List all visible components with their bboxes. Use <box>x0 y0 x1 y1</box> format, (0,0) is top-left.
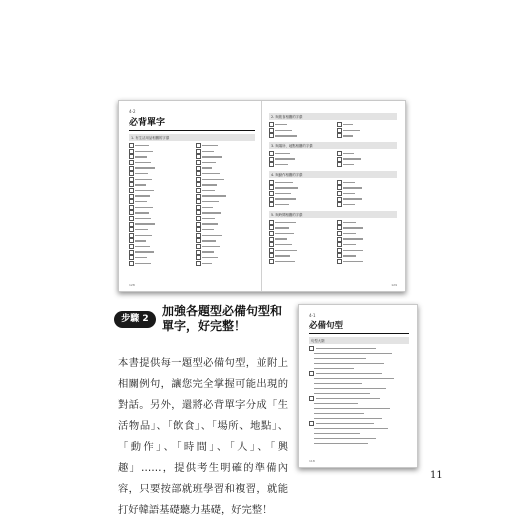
text-line <box>202 190 215 191</box>
checkbox-icon <box>196 255 201 260</box>
text-line <box>135 263 151 264</box>
section-heading: 句型大類 <box>309 337 409 344</box>
section-heading: 2. 與飲食相關的字彙 <box>269 113 397 120</box>
text-line <box>343 227 363 228</box>
text-line <box>275 130 292 131</box>
page-preview <box>298 304 418 468</box>
text-line <box>316 348 376 349</box>
checkbox-icon <box>269 220 274 225</box>
checkbox-icon <box>129 188 134 193</box>
page-number: 11 <box>430 470 443 481</box>
step-description: 本書提供每一題型必備句型，並附上相關例句，讓您完全掌握可能出現的對話。另外，還將必背單字分成「生活物品」、「飲食」、「場所、地點」、「動作」、「時間」、「人」、「興趣」……，提供考生明確的準備內容，只要按部就班學習和複習，就能打好韓語基礎聽力基礎，好完整！ <box>118 357 288 516</box>
page-footer: 118 <box>309 459 315 463</box>
text-line <box>135 195 150 196</box>
checkbox-icon <box>129 222 134 227</box>
text-line <box>135 173 148 174</box>
text-line <box>202 167 212 168</box>
text-line <box>314 383 362 384</box>
vocab-row <box>129 260 255 266</box>
text-line <box>202 218 215 219</box>
checkbox-icon <box>129 244 134 249</box>
text-line <box>343 233 356 234</box>
page-title: 必備句型 <box>309 321 344 331</box>
text-line <box>314 388 386 389</box>
text-line <box>275 124 287 125</box>
checkbox-icon <box>196 194 201 199</box>
checkbox-icon <box>129 199 134 204</box>
title-rule <box>129 130 255 131</box>
text-line <box>202 184 217 185</box>
text-line <box>135 212 149 213</box>
text-line <box>314 358 366 359</box>
text-line <box>135 235 152 236</box>
text-line <box>275 204 289 205</box>
text-line <box>314 368 354 369</box>
text-line <box>314 393 370 394</box>
checkbox-icon <box>196 166 201 171</box>
checkbox-icon <box>196 250 201 255</box>
checkbox-icon <box>129 143 134 148</box>
checkbox-icon <box>196 216 201 221</box>
checkbox-icon <box>129 216 134 221</box>
checkbox-icon <box>269 202 274 207</box>
sentence-list <box>309 346 409 446</box>
text-line <box>135 240 146 241</box>
text-line <box>135 190 154 191</box>
checkbox-icon <box>196 261 201 266</box>
page-title: 必背單字 <box>129 118 166 128</box>
checkbox-icon <box>129 261 134 266</box>
text-line <box>275 153 290 154</box>
text-line <box>135 229 148 230</box>
text-line <box>202 151 214 152</box>
checkbox-icon <box>269 157 274 162</box>
chapter-tag: 4-2 <box>129 109 136 114</box>
text-line <box>202 145 218 146</box>
checkbox-icon <box>337 128 342 133</box>
checkbox-icon <box>129 233 134 238</box>
checkbox-icon <box>269 191 274 196</box>
text-line <box>275 193 291 194</box>
text-line <box>275 222 296 223</box>
bullet-icon <box>309 421 314 426</box>
checkbox-icon <box>337 162 342 167</box>
checkbox-icon <box>337 231 342 236</box>
text-line <box>202 223 218 224</box>
checkbox-icon <box>129 238 134 243</box>
checkbox-icon <box>196 238 201 243</box>
checkbox-icon <box>269 253 274 258</box>
checkbox-icon <box>196 171 201 176</box>
checkbox-icon <box>269 180 274 185</box>
vocab-row <box>269 162 397 168</box>
text-line <box>202 156 222 157</box>
checkbox-icon <box>196 182 201 187</box>
checkbox-icon <box>129 210 134 215</box>
sentence-line <box>309 441 409 446</box>
checkbox-icon <box>196 233 201 238</box>
text-line <box>343 182 355 183</box>
page-footer: 129 <box>391 283 397 287</box>
checkbox-icon <box>337 151 342 156</box>
text-line <box>314 418 382 419</box>
text-line <box>202 257 218 258</box>
checkbox-icon <box>337 259 342 264</box>
text-line <box>343 198 362 199</box>
step-badge: 步驟 2 <box>114 311 156 328</box>
checkbox-icon <box>269 231 274 236</box>
checkbox-icon <box>269 185 274 190</box>
checkbox-icon <box>337 185 342 190</box>
text-line <box>135 151 153 152</box>
text-line <box>202 162 216 163</box>
text-line <box>275 250 297 251</box>
text-line <box>135 218 151 219</box>
text-line <box>135 223 155 224</box>
text-line <box>135 179 152 180</box>
checkbox-icon <box>129 154 134 159</box>
checkbox-icon <box>337 237 342 242</box>
checkbox-icon <box>196 205 201 210</box>
text-line <box>202 251 214 252</box>
text-line <box>202 246 220 247</box>
checkbox-icon <box>196 154 201 159</box>
text-line <box>343 153 354 154</box>
text-line <box>314 413 364 414</box>
checkbox-icon <box>269 259 274 264</box>
checkbox-icon <box>269 242 274 247</box>
bullet-icon <box>309 346 314 351</box>
text-line <box>314 353 392 354</box>
checkbox-icon <box>337 122 342 127</box>
checkbox-icon <box>269 133 274 138</box>
text-line <box>135 257 147 258</box>
text-line <box>135 162 151 163</box>
vocab-sections <box>269 113 397 264</box>
text-line <box>275 233 294 234</box>
chapter-tag: 4-1 <box>309 313 316 318</box>
text-line <box>343 261 363 262</box>
section-heading: 1. 有生活用品相關的字彙 <box>129 134 255 141</box>
checkbox-icon <box>269 151 274 156</box>
text-line <box>202 195 226 196</box>
text-line <box>314 378 394 379</box>
checkbox-icon <box>129 177 134 182</box>
checkbox-icon <box>129 166 134 171</box>
text-line <box>275 182 293 183</box>
checkbox-icon <box>196 188 201 193</box>
spread-left-page <box>129 109 255 287</box>
text-line <box>314 403 358 404</box>
checkbox-icon <box>196 149 201 154</box>
text-line <box>314 428 388 429</box>
checkbox-icon <box>129 182 134 187</box>
text-line <box>343 130 360 131</box>
checkbox-icon <box>196 210 201 215</box>
page-footer: 128 <box>129 283 135 287</box>
checkbox-icon <box>269 128 274 133</box>
text-line <box>275 244 292 245</box>
text-line <box>343 204 355 205</box>
bullet-icon <box>309 396 314 401</box>
text-line <box>343 124 353 125</box>
book-spread-preview <box>118 100 406 292</box>
checkbox-icon <box>337 248 342 253</box>
text-line <box>275 198 296 199</box>
checkbox-icon <box>337 253 342 258</box>
checkbox-icon <box>129 255 134 260</box>
checkbox-icon <box>269 225 274 230</box>
text-line <box>135 201 147 202</box>
checkbox-icon <box>129 205 134 210</box>
section-heading: 5. 與時間相關的字彙 <box>269 211 397 218</box>
text-line <box>202 179 224 180</box>
checkbox-icon <box>337 225 342 230</box>
text-line <box>275 158 295 159</box>
vocab-row <box>269 259 397 265</box>
text-line <box>343 193 355 194</box>
text-line <box>202 240 216 241</box>
bullet-icon <box>309 371 314 376</box>
text-line <box>275 164 288 165</box>
text-line <box>202 207 213 208</box>
checkbox-icon <box>269 162 274 167</box>
checkbox-icon <box>196 244 201 249</box>
text-line <box>343 158 361 159</box>
checkbox-icon <box>196 227 201 232</box>
text-line <box>275 261 295 262</box>
text-line <box>202 201 219 202</box>
text-line <box>343 222 356 223</box>
text-line <box>135 207 153 208</box>
title-rule <box>309 333 409 334</box>
checkbox-icon <box>196 222 201 227</box>
checkbox-icon <box>269 237 274 242</box>
checkbox-icon <box>129 194 134 199</box>
text-line <box>202 263 212 264</box>
checkbox-icon <box>269 197 274 202</box>
checkbox-icon <box>337 220 342 225</box>
text-line <box>316 373 382 374</box>
text-line <box>343 164 354 165</box>
text-line <box>135 156 147 157</box>
checkbox-icon <box>337 202 342 207</box>
vocab-list <box>129 143 255 266</box>
text-line <box>275 227 289 228</box>
checkbox-icon <box>337 133 342 138</box>
checkbox-icon <box>129 160 134 165</box>
checkbox-icon <box>129 227 134 232</box>
checkbox-icon <box>269 122 274 127</box>
checkbox-icon <box>337 242 342 247</box>
checkbox-icon <box>337 157 342 162</box>
checkbox-icon <box>337 197 342 202</box>
text-line <box>314 363 384 364</box>
step-heading: 加強各題型必備句型和單字，好完整！ <box>162 304 283 333</box>
checkbox-icon <box>337 180 342 185</box>
checkbox-icon <box>129 250 134 255</box>
text-line <box>135 246 150 247</box>
text-line <box>275 135 297 136</box>
checkbox-icon <box>196 177 201 182</box>
checkbox-icon <box>269 248 274 253</box>
vocab-row <box>269 133 397 139</box>
checkbox-icon <box>196 160 201 165</box>
text-line <box>202 212 221 213</box>
text-line <box>316 423 374 424</box>
checkbox-icon <box>196 199 201 204</box>
checkbox-icon <box>129 171 134 176</box>
text-line <box>316 398 380 399</box>
text-line <box>135 184 146 185</box>
checkbox-icon <box>196 143 201 148</box>
text-line <box>343 255 356 256</box>
text-line <box>314 443 368 444</box>
text-line <box>343 135 353 136</box>
text-line <box>314 433 360 434</box>
text-line <box>343 250 363 251</box>
text-line <box>275 255 290 256</box>
section-heading: 4. 與動作相關的字彙 <box>269 171 397 178</box>
text-line <box>314 408 390 409</box>
checkbox-icon <box>337 191 342 196</box>
checkbox-icon <box>129 149 134 154</box>
vocab-row <box>269 202 397 208</box>
text-line <box>202 235 222 236</box>
text-line <box>275 187 298 188</box>
text-line <box>275 238 287 239</box>
section-heading: 3. 與場所、地點相關的字彙 <box>269 142 397 149</box>
spread-right-page <box>269 109 397 287</box>
text-line <box>314 438 376 439</box>
text-line <box>202 173 220 174</box>
text-line <box>343 244 356 245</box>
spread-gutter <box>261 101 262 291</box>
text-line <box>343 187 362 188</box>
text-line <box>202 229 214 230</box>
text-line <box>135 145 149 146</box>
text-line <box>343 238 363 239</box>
text-line <box>135 167 155 168</box>
text-line <box>135 251 154 252</box>
